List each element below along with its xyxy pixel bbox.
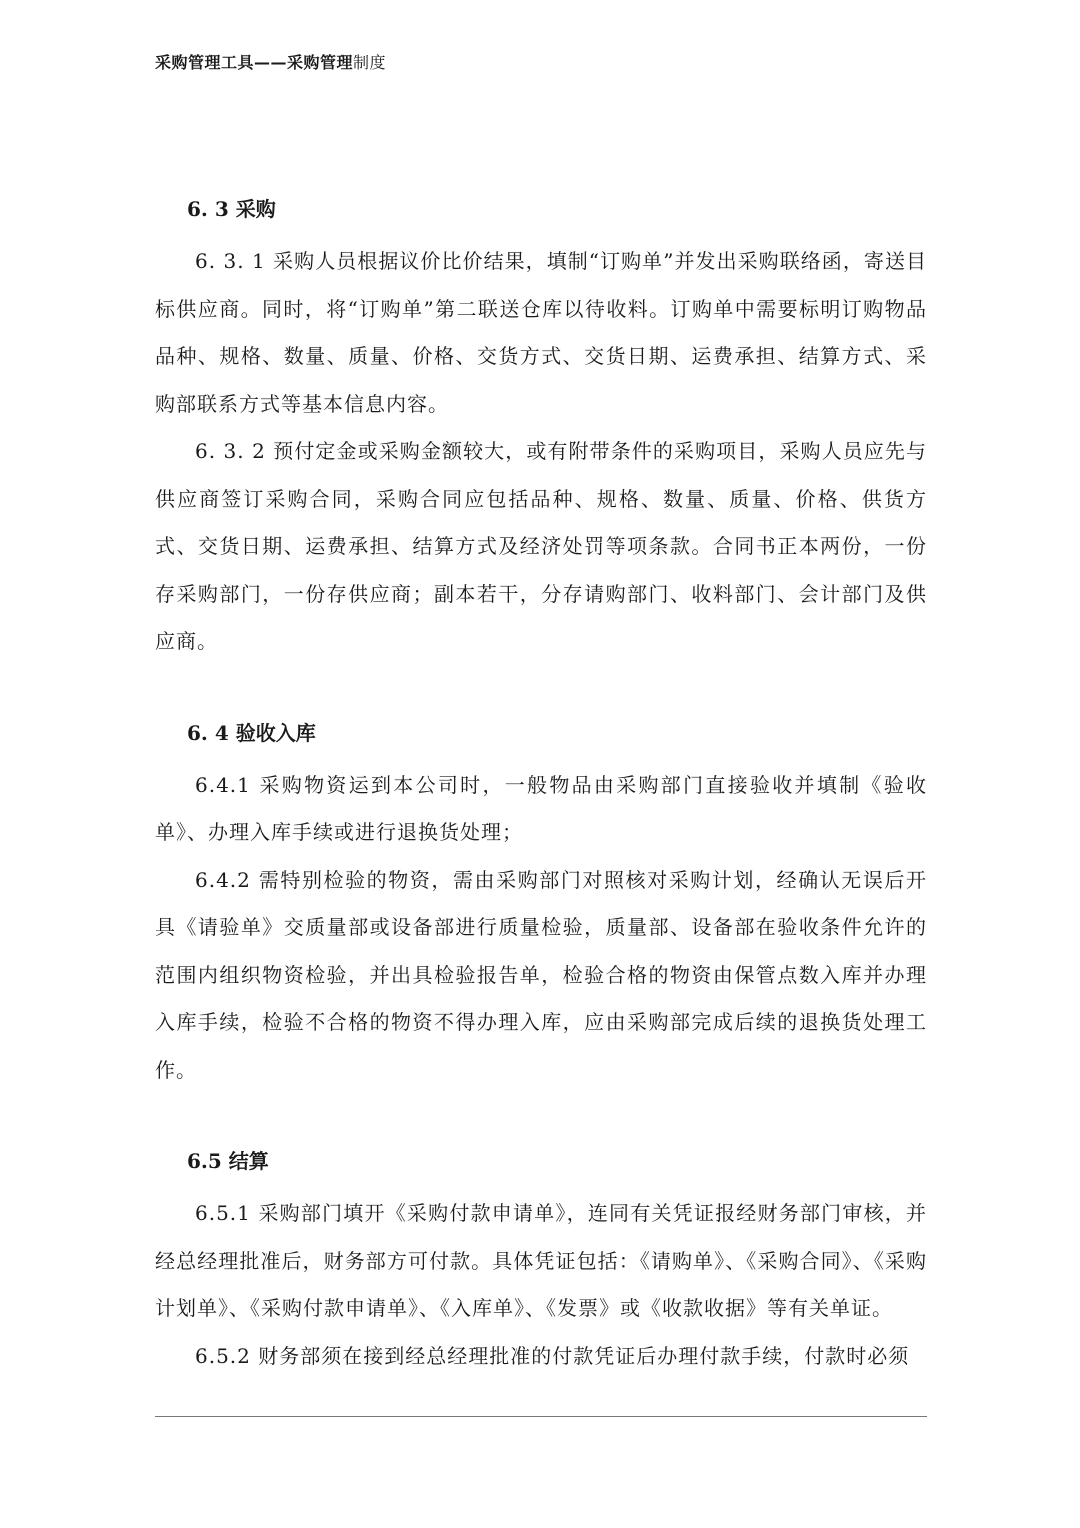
document-body: [155, 190, 927, 1428]
running-header: [155, 50, 386, 73]
section-6-5: [155, 1142, 927, 1380]
header-title-bold: 采购管理工具——采购管理: [155, 53, 354, 72]
section-title: 6.5 结算: [187, 1149, 269, 1173]
section-title: 6. 3 采购: [187, 197, 276, 221]
paragraph: 6. 3. 2 预付定金或采购金额较大，或有附带条件的采购项目，采购人员应先与供应商签订采购合同，采购合同应包括品种、规格、数量、质量、价格、供货方式、交货日期、运费承担、结算方式及经济处罚等项条款。合同书正本两份，一份存采购部门，一份存供应商；副本若干，分存请购部门、收料部门、会计部门及供应商。: [155, 439, 927, 653]
section-6-4: [155, 714, 927, 1095]
section-6-3: [155, 190, 927, 666]
paragraph: 6.5.1 采购部门填开《采购付款申请单》，连同有关凭证报经财务部门审核，并经总经理批准后，财务部方可付款。具体凭证包括：《请购单》、《采购合同》、《采购计划单》、《采购付款申请单》、《入库单》、《发票》或《收款收据》等有关单证。: [155, 1201, 927, 1320]
header-title-light: 制度: [353, 53, 387, 72]
paragraph: 6.4.1 采购物资运到本公司时，一般物品由采购部门直接验收并填制《验收单》、办理入库手续或进行退换货处理；: [155, 772, 927, 844]
section-title: 6. 4 验收入库: [187, 720, 316, 745]
footer-divider: [155, 1416, 927, 1417]
paragraph: 6.5.2 财务部须在接到经总经理批准的付款凭证后办理付款手续，付款时必须: [195, 1343, 910, 1368]
paragraph: 6. 3. 1 采购人员根据议价比价结果，填制“订购单”并发出采购联络函，寄送目标供应商。同时，将“订购单”第二联送仓库以待收料。订购单中需要标明订购物品品种、规格、数量、质量、价格、交货方式、交货日期、运费承担、结算方式、采购部联系方式等基本信息内容。: [155, 249, 927, 416]
paragraph: 6.4.2 需特别检验的物资，需由采购部门对照核对采购计划，经确认无误后开具《请验单》交质量部或设备部进行质量检验，质量部、设备部在验收条件允许的范围内组织物资检验，并出具检验报告单，检验合格的物资由保管点数入库并办理入库手续，检验不合格的物资不得办理入库，应由采购部完成后续的退换货处理工作。: [155, 867, 927, 1082]
